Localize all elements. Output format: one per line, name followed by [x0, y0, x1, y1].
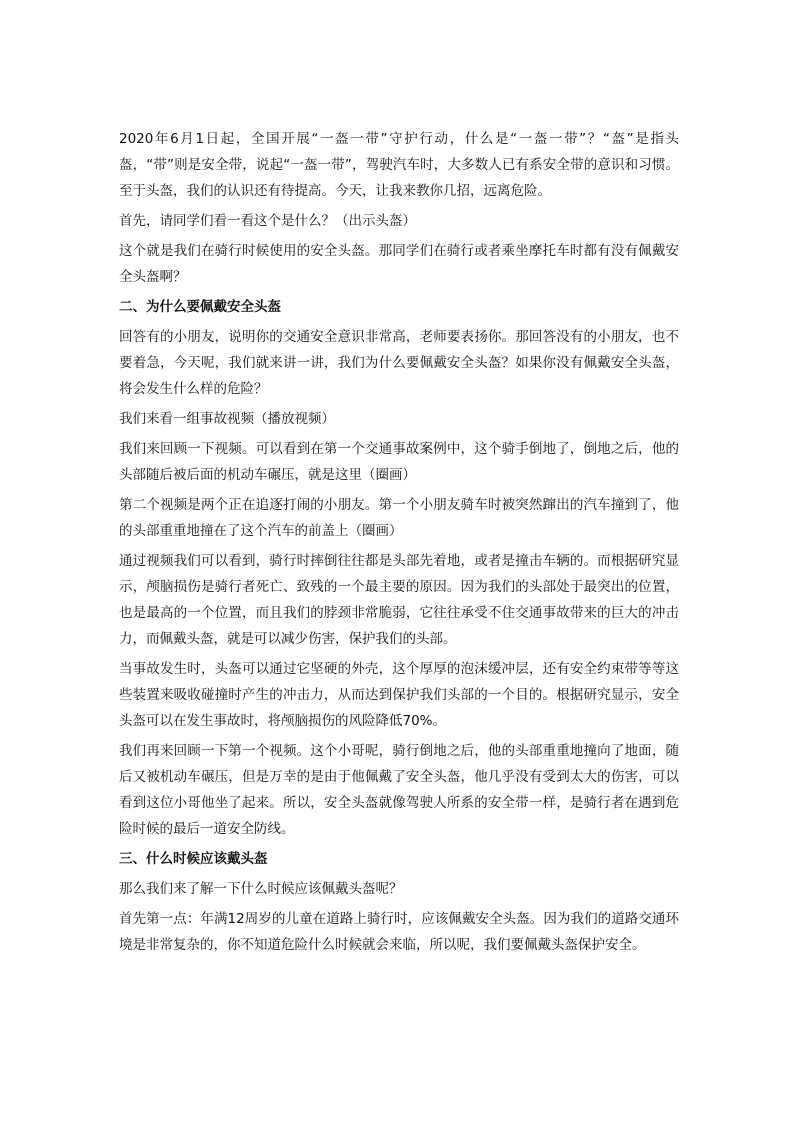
paragraph: 通过视频我们可以看到，骑行时摔倒往往都是头部先着地，或者是撞击车辆的。而根据研究显示，颅脑损伤是骑行者死亡、致残的一个最主要的原因。因为我们的头部处于最突出的位置，也是最高的一个位置，而且我们的脖颈非常脆弱，它往往承受不住交通事故带来的巨大的冲击力，而佩戴头盔，就是可以减少伤害，保护我们的头部。: [119, 553, 679, 647]
section-heading: 三、什么时候应该戴头盔: [119, 851, 268, 867]
section-heading: 二、为什么要佩戴安全头盔: [119, 299, 281, 315]
paragraph: 当事故发生时，头盔可以通过它坚硬的外壳，这个厚厚的泡沫缓冲层，还有安全约束带等等这些装置来吸收碰撞时产生的冲击力，从而达到保护我们头部的一个目的。根据研究显示，安全头盔可以在发生事故时，将颅脑损伤的风险降低70%。: [119, 661, 679, 729]
paragraph: 这个就是我们在骑行时候使用的安全头盔。那同学们在骑行或者乘坐摩托车时都有没有佩戴安全头盔啊？: [119, 243, 679, 285]
paragraph: 2020年6月1日起，全国开展“一盔一带”守护行动，什么是“一盔一带”？“盔”是指头盔，“带”则是安全带，说起“一盔一带”，驾驶汽车时，大多数人已有系安全带的意识和习惯。至于头盔，我们的认识还有待提高。今天，让我来教你几招，远离危险。: [119, 131, 679, 199]
paragraph: 我们来回顾一下视频。可以看到在第一个交通事故案例中，这个骑手倒地了，倒地之后，他的头部随后被后面的机动车碾压，就是这里（圈画）: [119, 441, 679, 483]
paragraph: 首先，请同学们看一看这个是什么？（出示头盔）: [119, 213, 416, 229]
paragraph: 我们来看一组事故视频（播放视频）: [119, 411, 335, 427]
paragraph: 那么我们来了解一下什么时候应该佩戴头盔呢？: [119, 881, 403, 897]
document-body: [119, 126, 679, 962]
paragraph: 第二个视频是两个正在追逐打闹的小朋友。第一个小朋友骑车时被突然蹿出的汽车撞到了，他的头部重重地撞在了这个汽车的前盖上（圈画）: [119, 497, 679, 539]
paragraph: 回答有的小朋友，说明你的交通安全意识非常高，老师要表扬你。那回答没有的小朋友，也不要着急，今天呢，我们就来讲一讲，我们为什么要佩戴安全头盔？如果你没有佩戴安全头盔，将会发生什么样的危险？: [119, 329, 679, 397]
paragraph: 我们再来回顾一下第一个视频。这个小哥呢，骑行倒地之后，他的头部重重地撞向了地面，随后又被机动车碾压，但是万幸的是由于他佩戴了安全头盔，他几乎没有受到太大的伤害，可以看到这位小哥他坐了起来。所以，安全头盔就像驾驶人所系的安全带一样，是骑行者在遇到危险时候的最后一道安全防线。: [119, 743, 679, 837]
paragraph: 首先第一点：年满12周岁的儿童在道路上骑行时，应该佩戴安全头盔。因为我们的道路交通环境是非常复杂的，你不知道危险什么时候就会来临，所以呢，我们要佩戴头盔保护安全。: [119, 911, 679, 953]
